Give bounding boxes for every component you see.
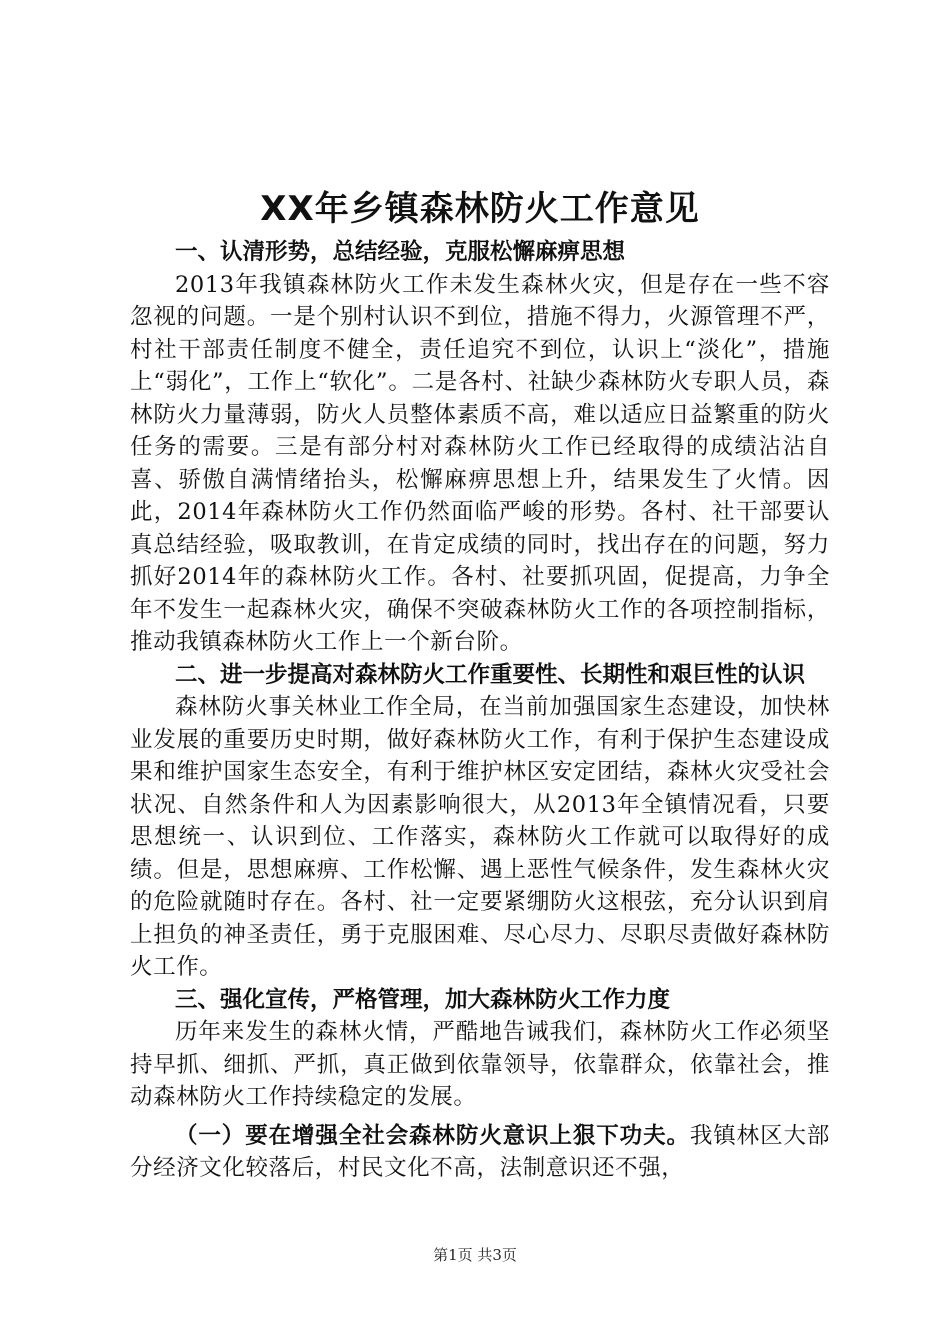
section-2-heading: 二、进一步提高对森林防火工作重要性、长期性和艰巨性的认识 (175, 661, 806, 688)
document-title: XX年乡镇森林防火工作意见 (260, 189, 700, 229)
section-1-paragraph: 2013年我镇森林防火工作未发生森林火灾，但是存在一些不容忽视的问题。一是个别村认识不到位，措施不得力，火源管理不严，村社干部责任制度不健全，责任追究不到位，认识上“淡化”，措施上“弱化”，工作上“软化”。二是各村、社缺少森林防火专职人员，森林防火力量薄弱，防火人员整体素质不高，难以适应日益繁重的防火任务的需要。三是有部分村对森林防火工作已经取得的成绩沾沾自喜、骄傲自满情绪抬头，松懈麻痹思想上升，结果发生了火情。因此，2014年森林防火工作仍然面临严峻的形势。各村、社干部要认真总结经验，吸取教训，在肯定成绩的同时，找出存在的问题，努力抓好2014年的森林防火工作。各村、社要抓巩固，促提高，力争全年不发生一起森林火灾，确保不突破森林防火工作的各项控制指标，推动我镇森林防火工作上一个新台阶。 (130, 271, 830, 655)
section-3-heading: 三、强化宣传，严格管理，加大森林防火工作力度 (175, 986, 671, 1013)
section-1-heading: 一、认清形势，总结经验，克服松懈麻痹思想 (175, 239, 626, 265)
section-3-subsection-paragraph (130, 1120, 830, 1185)
page-footer: 第1页 共3页 (433, 1246, 517, 1264)
section-3-paragraph: 历年来发生的森林火情，严酷地告诫我们，森林防火工作必须坚持早抓、细抓、严抓，真正做到依靠领导，依靠群众，依靠社会，推动森林防火工作持续稳定的发展。 (130, 1019, 830, 1110)
subsection-text: 我镇林区大部分经济文化较落后，村民文化不高，法制意识还不强， (130, 1122, 830, 1181)
document-page (130, 186, 830, 1185)
subsection-lead: （一）要在增强全社会森林防火意识上狠下功夫。 (175, 1122, 690, 1149)
section-2-paragraph: 森林防火事关林业工作全局，在当前加强国家生态建设，加快林业发展的重要历史时期，做好森林防火工作，有利于保护生态建设成果和维护国家生态安全，有利于维护林区安定团结，森林火灾受社会状况、自然条件和人为因素影响很大，从2013年全镇情况看，只要思想统一、认识到位、工作落实，森林防火工作就可以取得好的成绩。但是，思想麻痹、工作松懈、遇上恶性气候条件，发生森林火灾的危险就随时存在。各村、社一定要紧绷防火这根弦，充分认识到肩上担负的神圣责任，勇于克服困难、尽心尽力、尽职尽责做好森林防火工作。 (130, 694, 830, 980)
